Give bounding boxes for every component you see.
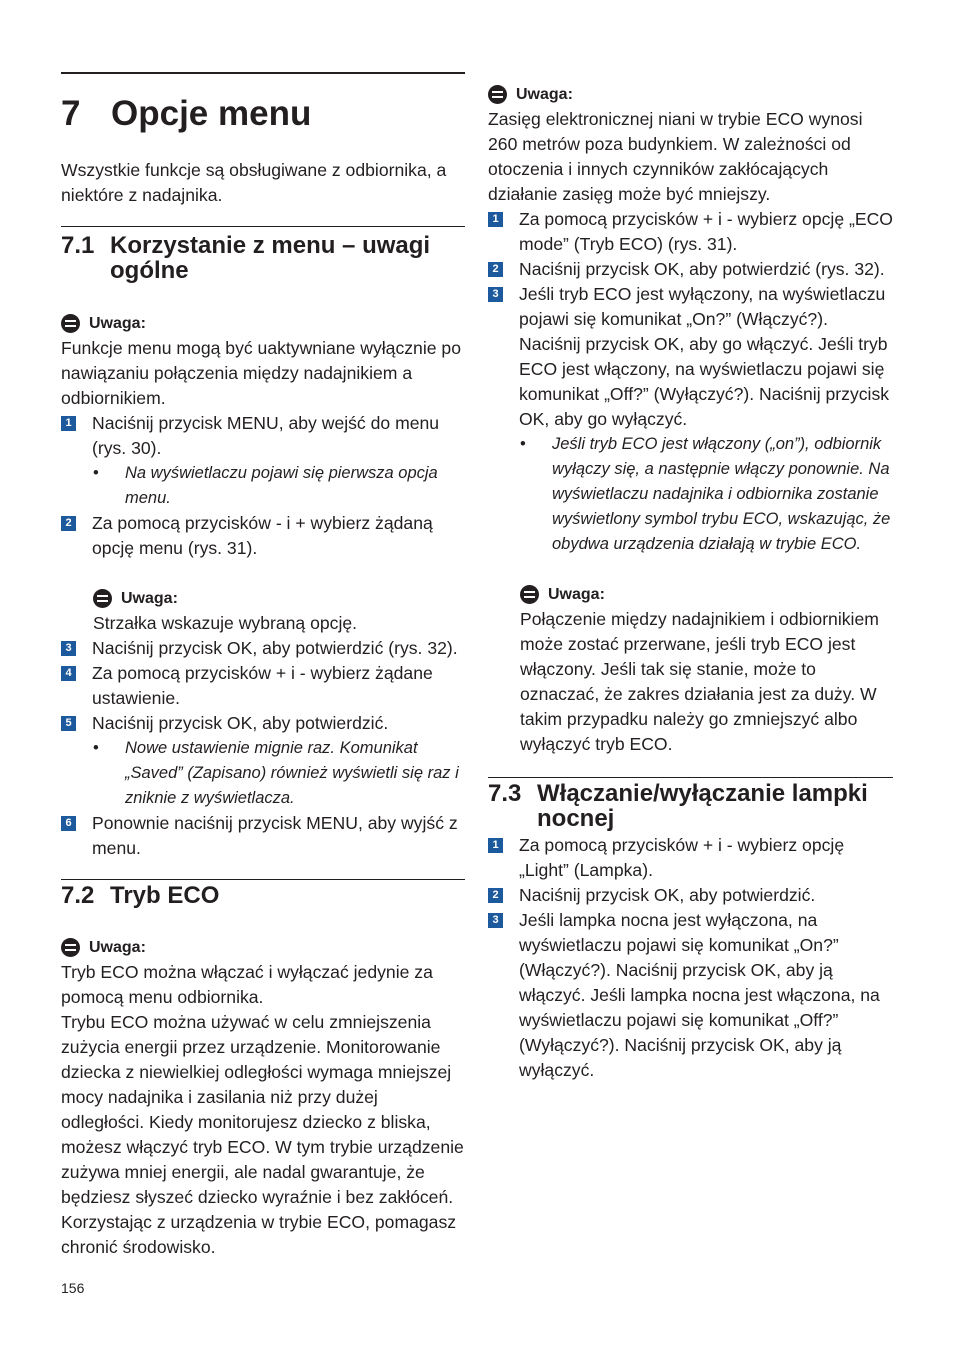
section-title-7-2: 7.2 Tryb ECO bbox=[61, 882, 220, 909]
step-number-badge: 6 bbox=[61, 816, 76, 831]
step-number-badge: 1 bbox=[488, 212, 503, 227]
step-item: 2 Za pomocą przycisków - i + wybierz żądaną opcję menu (rys. 31). bbox=[61, 511, 465, 561]
note-heading: Uwaga: bbox=[520, 582, 893, 607]
step-number-badge: 3 bbox=[61, 641, 76, 656]
step-number-badge: 2 bbox=[488, 262, 503, 277]
note-block bbox=[61, 586, 465, 636]
step-number-badge: 1 bbox=[61, 416, 76, 431]
step-number-badge: 3 bbox=[488, 913, 503, 928]
step-item: 5 Naciśnij przycisk OK, aby potwierdzić. bbox=[61, 711, 465, 736]
chapter-intro: Wszystkie funkcje są obsługiwane z odbiornika, a niektóre z nadajnika. bbox=[61, 160, 447, 205]
note-text: Połączenie między nadajnikiem i odbiornikiem może zostać przerwane, jeśli tryb ECO jest włączony. Jeśli tak się stanie, może to oznaczać, że zakres działania jest za duży. W takim przypadku należy go zmniejszyć albo wyłączyć tryb ECO. bbox=[520, 609, 879, 754]
chapter-rule bbox=[61, 72, 465, 74]
step-number-badge: 3 bbox=[488, 287, 503, 302]
note-block bbox=[488, 582, 893, 757]
section-rule bbox=[488, 777, 893, 778]
step-item: 1 Za pomocą przycisków + i - wybierz opcję „Light” (Lampka). bbox=[488, 833, 893, 883]
note-heading: Uwaga: bbox=[488, 82, 893, 107]
step-item: 3 Naciśnij przycisk OK, aby potwierdzić (rys. 32). bbox=[61, 636, 465, 661]
note-text: Funkcje menu mogą być uaktywniane wyłącznie po nawiązaniu połączenia między nadajnikiem a odbiornikiem. bbox=[61, 338, 461, 408]
note-text: Strzałka wskazuje wybraną opcję. bbox=[93, 613, 358, 633]
page-number: 156 bbox=[61, 1280, 85, 1296]
step-number-badge: 1 bbox=[488, 838, 503, 853]
note-icon bbox=[488, 85, 507, 104]
step-item: 2 Naciśnij przycisk OK, aby potwierdzić. bbox=[488, 883, 893, 908]
step-item: 3 Jeśli lampka nocna jest wyłączona, na wyświetlaczu pojawi się komunikat „On?” (Włączyć?). Naciśnij przycisk OK, aby ją włączyć. Jeśli lampka nocna jest włączona, na wyświetlaczu pojawi się komunikat „Off?” (Wyłączyć?). Naciśnij przycisk OK, aby ją wyłączyć. bbox=[488, 908, 893, 1083]
chapter-title: 7 Opcje menu bbox=[61, 94, 312, 133]
bullet-item: • Na wyświetlaczu pojawi się pierwsza opcja menu. bbox=[61, 461, 465, 511]
step-number-badge: 4 bbox=[61, 666, 76, 681]
step-number-badge: 2 bbox=[61, 516, 76, 531]
step-item: 6 Ponownie naciśnij przycisk MENU, aby wyjść z menu. bbox=[61, 811, 465, 861]
note-heading: Uwaga: bbox=[93, 586, 465, 611]
step-number-badge: 5 bbox=[61, 716, 76, 731]
step-item: 2 Naciśnij przycisk OK, aby potwierdzić (rys. 32). bbox=[488, 257, 893, 282]
right-column bbox=[488, 82, 893, 1083]
step-item: 1 Naciśnij przycisk MENU, aby wejść do menu (rys. 30). bbox=[61, 411, 465, 461]
note-heading: Uwaga: bbox=[61, 311, 465, 336]
note-icon bbox=[520, 585, 539, 604]
bullet-icon: • bbox=[93, 739, 99, 757]
note-text: Tryb ECO można włączać i wyłączać jedynie za pomocą menu odbiornika. bbox=[61, 962, 433, 1007]
note-icon bbox=[61, 938, 80, 957]
bullet-icon: • bbox=[93, 464, 99, 482]
section-title-7-3: 7.3 Włączanie/wyłączanie lampki nocnej bbox=[488, 780, 868, 832]
note-block bbox=[488, 82, 893, 207]
note-heading: Uwaga: bbox=[61, 935, 465, 960]
left-column bbox=[61, 72, 465, 1260]
step-number-badge: 2 bbox=[488, 888, 503, 903]
step-item: 4 Za pomocą przycisków + i - wybierz żądane ustawienie. bbox=[61, 661, 465, 711]
bullet-item: • Nowe ustawienie mignie raz. Komunikat „Saved” (Zapisano) również wyświetli się raz i zniknie z wyświetlacza. bbox=[61, 736, 465, 811]
step-item: 3 Jeśli tryb ECO jest wyłączony, na wyświetlaczu pojawi się komunikat „On?” (Włączyć?). Naciśnij przycisk OK, aby go włączyć. Jeśli tryb ECO jest włączony, na wyświetlaczu pojawi się komunikat „Off?” (Wyłączyć?). Naciśnij przycisk OK, aby go wyłączyć. bbox=[488, 282, 893, 432]
note-text: Trybu ECO można używać w celu zmniejszenia zużycia energii przez urządzenie. Monitorowanie dziecka z niewielkiej odległości wymaga mniejszej mocy nadajnika i zasilania niż przy dużej odległości. Kiedy monitorujesz dziecko z bliska, możesz włączyć tryb ECO. W tym trybie urządzenie zużywa mniej energii, ale nadal gwarantuje, że będziesz słyszeć dziecko wyraźnie i bez zakłóceń. Korzystając z urządzenia w trybie ECO, pomagasz chronić środowisko. bbox=[61, 1012, 464, 1257]
section-title-7-1: 7.1 Korzystanie z menu – uwagi ogólne bbox=[61, 232, 431, 284]
section-rule bbox=[61, 226, 465, 227]
note-block bbox=[61, 311, 465, 411]
note-icon bbox=[61, 314, 80, 333]
section-rule bbox=[61, 879, 465, 880]
bullet-item: • Jeśli tryb ECO jest włączony („on”), odbiornik wyłączy się, a następnie włączy ponownie. Na wyświetlaczu nadajnika i odbiornika zostanie wyświetlony symbol trybu ECO, wskazując, że obydwa urządzenia działają w trybie ECO. bbox=[488, 432, 893, 557]
step-item: 1 Za pomocą przycisków + i - wybierz opcję „ECO mode” (Tryb ECO) (rys. 31). bbox=[488, 207, 893, 257]
note-block bbox=[61, 935, 465, 1260]
note-text: Zasięg elektronicznej niani w trybie ECO wynosi 260 metrów poza budynkiem. W zależności od otoczenia i innych czynników zakłócających działanie zasięg może być mniejszy. bbox=[488, 109, 863, 204]
bullet-icon: • bbox=[520, 435, 526, 453]
note-icon bbox=[93, 589, 112, 608]
